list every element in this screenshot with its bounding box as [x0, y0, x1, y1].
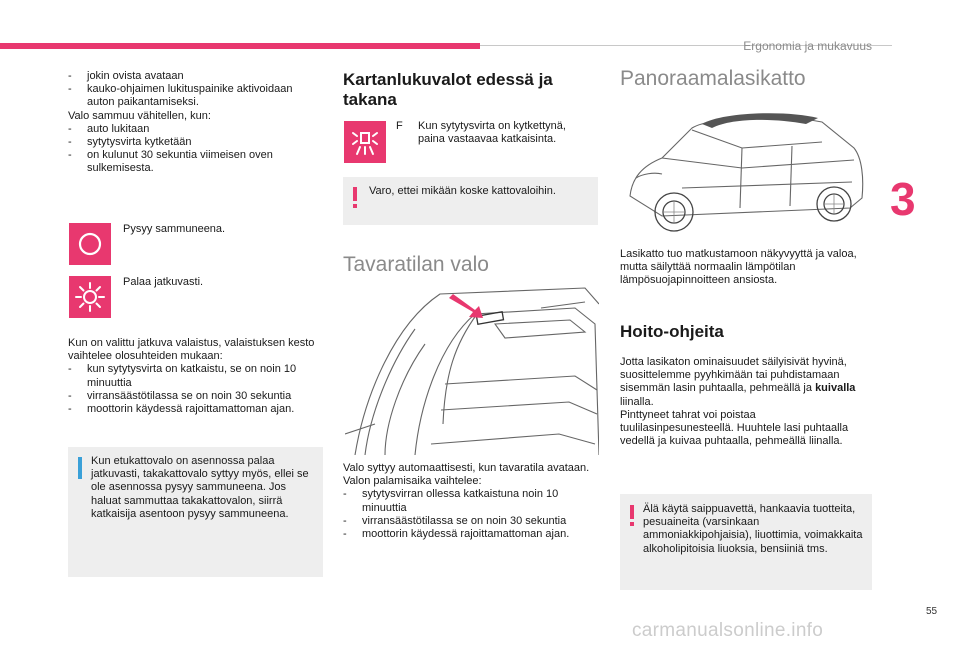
- warning-text: Varo, ettei mikään koske kattovaloihin.: [369, 185, 556, 197]
- info-icon: [78, 457, 82, 479]
- care-text-2: Pinttyneet tahrat voi poistaa tuulilasinpesunesteellä. Huuhtele lasi puhtaalla vedellä ja kuivaa puhtaalla, pehmeällä liinalla.: [620, 408, 849, 448]
- list-item: - moottorin käydessä rajoittamattoman ajan.: [343, 528, 570, 541]
- sunroof-text: Lasikatto tuo matkustamoon näkyvyyttä ja valoa, mutta säilyttää normaalin lämpötilan lämpösuojapinnoitteen ansiosta.: [620, 248, 857, 287]
- off-heading: Valo sammuu vähitellen, kun:: [68, 109, 211, 122]
- boot-text-block: [343, 462, 599, 541]
- warning-icon: [353, 187, 357, 201]
- light-on-icon: [69, 276, 111, 318]
- care-title: Hoito-ohjeita: [620, 322, 724, 341]
- care-warning-box: [620, 494, 872, 590]
- boot-text-1: Valo syttyy automaattisesti, kun tavaratila avataan.: [343, 462, 590, 474]
- sunroof-title: Panoraamalasikatto: [620, 67, 806, 90]
- list-item: - virransäästötilassa se on noin 30 sekuntia: [343, 514, 567, 527]
- list-item: F Kun sytytysvirta on kytkettynä, paina vastaavaa katkaisinta.: [396, 120, 566, 146]
- warning-icon: [630, 505, 634, 519]
- list-item: - auto lukitaan: [68, 122, 150, 135]
- chapter-number: 3: [890, 173, 916, 225]
- care-warning-text: Älä käytä saippuavettä, hankaavia tuotteita, pesuaineita (varsinkaan ammoniakkipohjaisia), liuottimia, voimakkaita alkoholipitoisia liuoksia, bensiiniä tms.: [643, 503, 863, 555]
- duration-intro: Kun on valittu jatkuva valaistus, valaistuksen kesto vaihtelee olosuhteiden mukaan:: [68, 337, 315, 363]
- boot-illustration: [345, 284, 599, 455]
- section-title: Ergonomia ja mukavuus: [743, 39, 872, 53]
- map-light-icon: [344, 121, 386, 163]
- list-item: - virransäästötilassa se on noin 30 sekuntia: [68, 389, 292, 402]
- footer-watermark: carmanualsonline.info: [632, 620, 824, 641]
- warning-icon-dot: [353, 204, 357, 208]
- light-off-icon: [69, 223, 111, 265]
- duration-block: [68, 337, 324, 416]
- map-lights-instruction: [396, 120, 591, 146]
- car-illustration: [622, 108, 868, 238]
- list-item: - kun sytytysvirta on katkaistu, se on noin 10 minuuttia: [68, 363, 297, 389]
- info-text: Kun etukattovalo on asennossa palaa jatkuvasti, takakattovalo syttyy myös, ellei se ole asennossa pysyy sammuneena. Jos haluat sammuttaa takakattovalon, siirrä katkaisija asentoon pysyy sammuneena.: [91, 455, 309, 520]
- list-item: - kauko-ohjaimen lukituspainike aktivoidaan auton paikantamiseksi.: [68, 83, 293, 109]
- info-box: [68, 447, 323, 577]
- mode-off-label: Pysyy sammuneena.: [123, 223, 226, 235]
- care-text-1: Jotta lasikaton ominaisuudet säilyisivät hyvinä, suosittelemme pyyhkimään tai puhdistamaan sisemmän lasin puhtaalla, pehmeällä ja kuivalla liinalla.: [620, 356, 856, 408]
- list-item: - jokin ovista avataan: [68, 70, 184, 82]
- mode-on-label: Palaa jatkuvasti.: [123, 276, 204, 288]
- list-item: - sytytysvirta kytketään: [68, 136, 192, 149]
- warning-icon-dot: [630, 522, 634, 526]
- boot-title: Tavaratilan valo: [343, 253, 489, 276]
- boot-text-2: Valon palamisaika vaihtelee:: [343, 475, 482, 488]
- map-lights-title: Kartanlukuvalot edessä ja takana: [343, 70, 553, 109]
- page-number: 55: [926, 606, 938, 617]
- header-accent-bar: [0, 43, 480, 49]
- list-item: - on kulunut 30 sekuntia viimeisen oven sulkemisesta.: [68, 149, 273, 175]
- warning-box: [343, 177, 598, 225]
- intro-list: [68, 70, 320, 176]
- care-text-block: [620, 356, 872, 448]
- list-item: - moottorin käydessä rajoittamattoman ajan.: [68, 403, 295, 416]
- list-item: - sytytysvirran ollessa katkaistuna noin 10 minuuttia: [343, 488, 559, 514]
